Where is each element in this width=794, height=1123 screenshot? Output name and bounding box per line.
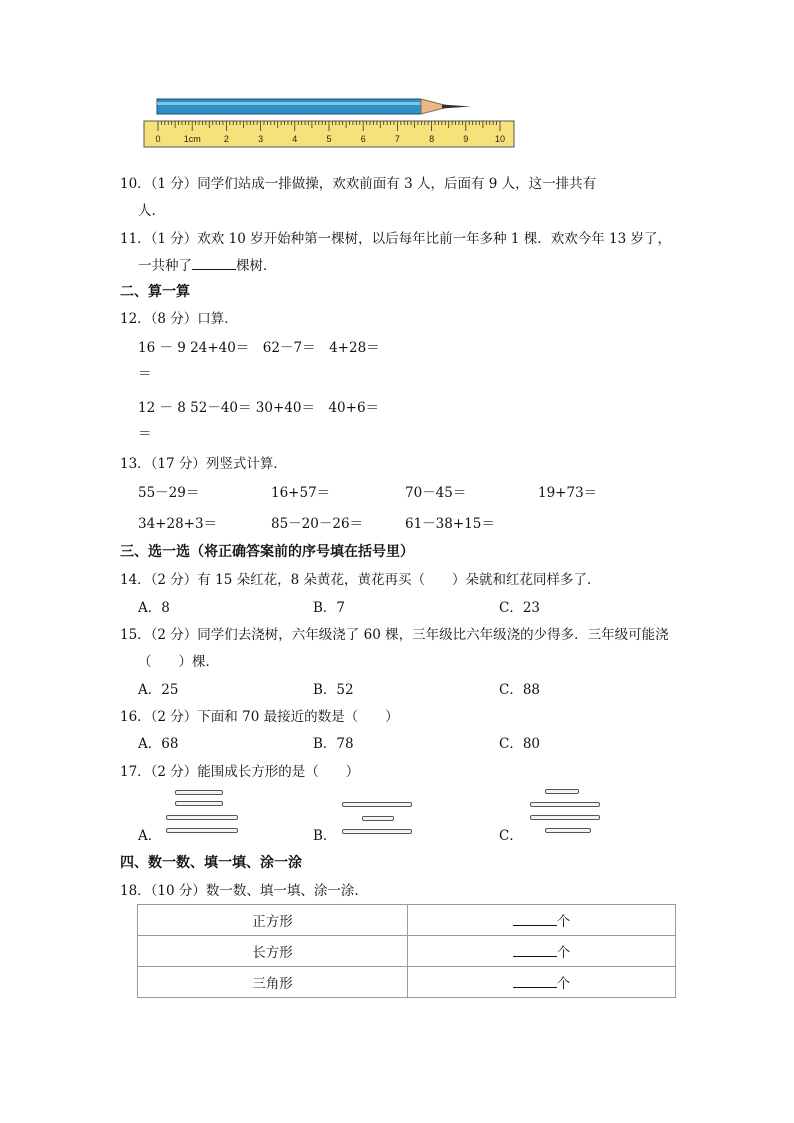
shape-name-cell: 三角形 [138,967,408,998]
pencil-icon [157,99,471,114]
q11-line1: 11．（1 分）欢欢 10 岁开始种第一棵树，以后每年比前一年多种 1 棵．欢欢今年 13 岁了， [120,231,672,247]
table-row [138,905,676,936]
q12-row2-cont: ＝ [138,426,152,442]
q16-option-a[interactable]: A．68 [138,736,179,752]
unit-label: 个 [556,976,571,992]
q15-option-b[interactable]: B．52 [313,682,354,698]
answer-cell [408,905,676,936]
q11-line2 [138,254,277,274]
q12-row2: 12 － 8 52－40＝ 30+40＝ 40+6＝ [138,400,380,416]
stick [166,828,238,833]
q13-expr: 61－38+15＝ [405,516,495,532]
section3-title: 三、选一选（将正确答案前的序号填在括号里） [120,544,414,560]
q14-option-b[interactable]: B．7 [313,600,346,616]
stick [530,815,600,820]
ruler-tick-label: 0 [155,134,161,144]
q12-title: 12．（8 分）口算． [120,311,238,327]
q17-option-c[interactable]: C． [499,828,523,844]
unit-label: 个 [556,945,571,961]
q15-line1: 15．（2 分）同学们去浇树，六年级浇了 60 棵，三年级比六年级浇的少得多．三年级可能浇 [120,627,669,643]
q12-row1: 16 － 9 24+40＝ 62－7＝ 4+28＝ [138,340,380,356]
q13-expr: 19+73＝ [538,485,598,501]
stick [342,802,412,807]
shape-name-cell: 长方形 [138,936,408,967]
answer-blank[interactable] [513,975,557,988]
q11-text-after: 棵树． [236,258,277,274]
q18-title: 18．（10 分）数一数、填一填、涂一涂. [120,883,359,899]
ruler-tick-label: 4 [292,134,298,144]
q13-expr: 16+57＝ [271,485,331,501]
answer-blank[interactable] [513,944,557,957]
table-row [138,936,676,967]
q16-title: 16．（2 分）下面和 70 最接近的数是（ ） [120,709,399,725]
ruler-tick-label: 5 [326,134,332,144]
q10-line1: 10．（1 分）同学们站成一排做操，欢欢前面有 3 人，后面有 9 人，这一排共有 [120,176,597,192]
stick [166,815,238,820]
stick [530,802,600,807]
q13-expr: 85－20－26＝ [271,516,364,532]
answer-blank[interactable] [513,913,557,926]
stick [175,801,223,806]
ruler-icon [144,121,514,147]
stick [362,816,394,821]
ruler-tick-label: 6 [360,134,366,144]
q15-option-a[interactable]: A．25 [138,682,179,698]
q16-option-b[interactable]: B．78 [313,736,354,752]
q13-expr: 34+28+3＝ [138,516,218,532]
stick [342,829,412,834]
q16-option-c[interactable]: C．80 [499,736,541,752]
section4-title: 四、数一数、填一填、涂一涂 [120,855,302,871]
q17-option-b[interactable]: B． [313,828,337,844]
ruler-tick-label: 8 [429,134,435,144]
q17-option-a[interactable]: A． [138,828,162,844]
ruler-tick-label: 1cm [183,134,201,144]
q14-option-c[interactable]: C．23 [499,600,541,616]
q14-title: 14．（2 分）有 15 朵红花，8 朵黄花，黄花再买（ ）朵就和红花同样多了． [120,572,601,588]
stick [545,789,579,794]
stick [545,828,591,833]
q14-option-a[interactable]: A．8 [138,600,170,616]
unit-label: 个 [556,914,571,930]
q13-title: 13．（17 分）列竖式计算． [120,456,287,472]
ruler-tick-label: 9 [463,134,469,144]
q15-option-c[interactable]: C．88 [499,682,541,698]
table-row [138,967,676,998]
q15-line2: （ ）棵． [138,654,219,670]
ruler-tick-label: 3 [258,134,264,144]
q12-row1-cont: ＝ [138,366,152,382]
ruler-tick-label: 10 [494,134,506,144]
q10-line2: 人. [138,203,156,219]
ruler-tick-label: 7 [394,134,400,144]
pencil-ruler-figure [140,96,520,152]
q17-title: 17．（2 分）能围成长方形的是（ ） [120,764,360,780]
q11-answer-blank[interactable] [192,257,236,270]
q13-expr: 55－29＝ [138,485,200,501]
answer-cell [408,967,676,998]
shape-name-cell: 正方形 [138,905,408,936]
q18-table [137,904,676,998]
section2-title: 二、算一算 [120,284,190,300]
stick [175,790,223,795]
q13-expr: 70－45＝ [405,485,467,501]
answer-cell [408,936,676,967]
q11-text-before: 一共种了 [138,258,192,274]
ruler-tick-label: 2 [223,134,229,144]
